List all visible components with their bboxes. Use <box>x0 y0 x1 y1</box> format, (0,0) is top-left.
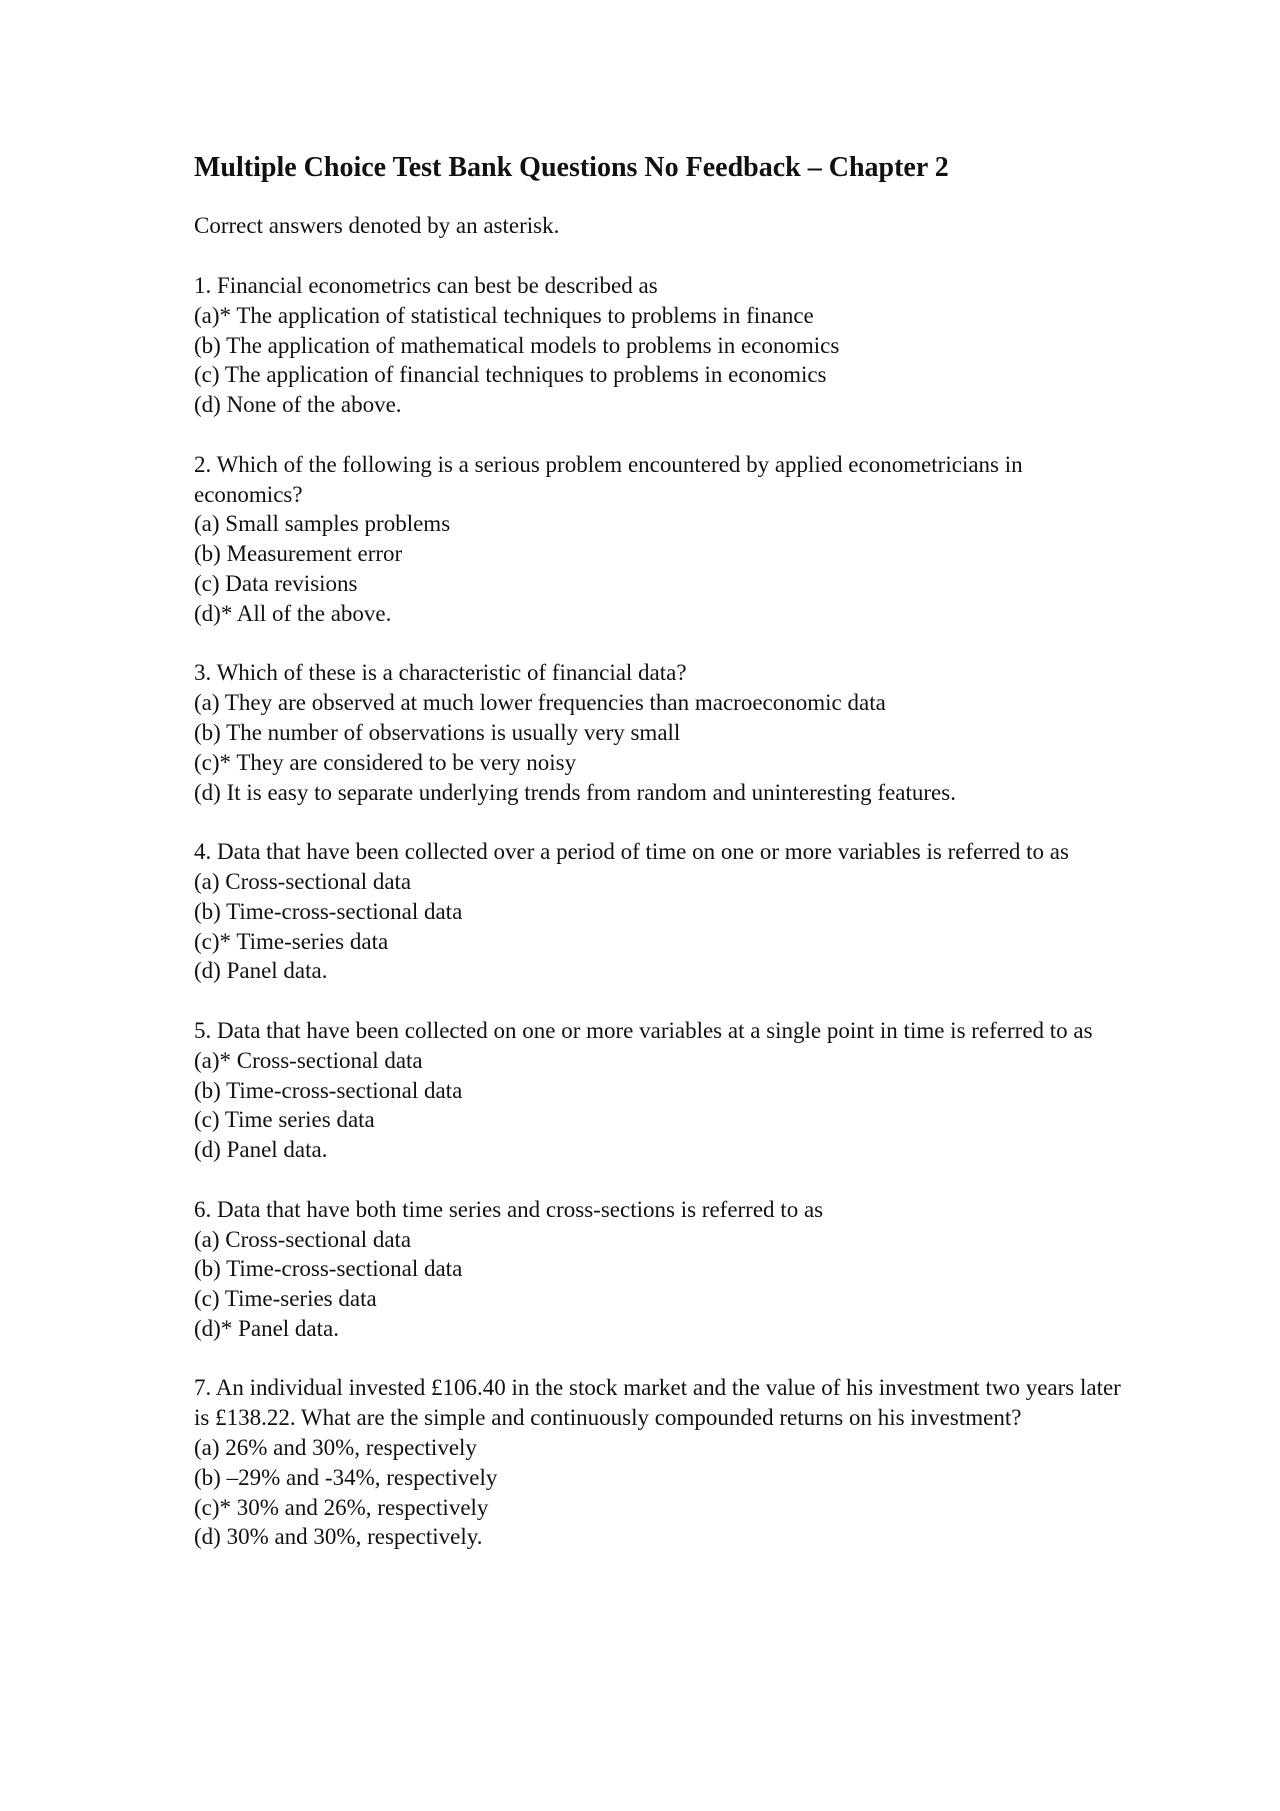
answer-option: (b) The number of observations is usually very small <box>194 719 681 745</box>
question-3 <box>194 658 1124 807</box>
answer-option: (c) Data revisions <box>194 570 358 596</box>
question-stem: 2. Which of the following is a serious problem encountered by applied econometricians in economics? <box>194 451 1023 507</box>
answer-option: (c) Time series data <box>194 1107 375 1133</box>
answer-option: (d)* Panel data. <box>194 1315 339 1341</box>
answer-option: (c)* 30% and 26%, respectively <box>194 1494 489 1520</box>
answer-option: (d) Panel data. <box>194 958 328 984</box>
answer-option: (b) Time-cross-sectional data <box>194 1077 463 1103</box>
answer-option: (a) Cross-sectional data <box>194 1226 412 1252</box>
answer-option: (a)* Cross-sectional data <box>194 1047 423 1073</box>
question-5 <box>194 1016 1124 1165</box>
answer-option: (b) Measurement error <box>194 541 403 567</box>
answer-option: (b) –29% and -34%, respectively <box>194 1464 498 1490</box>
question-4 <box>194 837 1124 986</box>
document-page <box>194 150 1124 1582</box>
answer-option: (d)* All of the above. <box>194 600 392 626</box>
question-7 <box>194 1373 1124 1552</box>
answer-option: (b) Time-cross-sectional data <box>194 898 463 924</box>
question-stem: 5. Data that have been collected on one or more variables at a single point in time is referred to as <box>194 1017 1093 1043</box>
answer-option: (d) It is easy to separate underlying trends from random and uninteresting features. <box>194 779 956 805</box>
question-stem: 6. Data that have both time series and cross-sections is referred to as <box>194 1196 824 1222</box>
answer-option: (b) Time-cross-sectional data <box>194 1256 463 1282</box>
question-stem: 1. Financial econometrics can best be described as <box>194 273 658 298</box>
answer-option: (b) The application of mathematical models to problems in economics <box>194 332 840 358</box>
page-title: Multiple Choice Test Bank Questions No Feedback – Chapter 2 <box>194 152 949 183</box>
answer-option: (a) Small samples problems <box>194 511 451 537</box>
question-stem: 4. Data that have been collected over a period of time on one or more variables is referred to as <box>194 839 1069 865</box>
answer-option: (d) None of the above. <box>194 392 402 418</box>
answer-option: (d) 30% and 30%, respectively. <box>194 1524 483 1550</box>
question-stem: 3. Which of these is a characteristic of financial data? <box>194 660 687 686</box>
intro-text: Correct answers denoted by an asterisk. <box>194 213 560 238</box>
answer-option: (a) They are observed at much lower frequencies than macroeconomic data <box>194 690 886 716</box>
answer-option: (c) The application of financial techniques to problems in economics <box>194 362 827 388</box>
answer-option: (a)* The application of statistical techniques to problems in finance <box>194 302 814 328</box>
answer-option: (a) Cross-sectional data <box>194 868 412 894</box>
answer-option: (a) 26% and 30%, respectively <box>194 1435 477 1461</box>
question-stem: 7. An individual invested £106.40 in the stock market and the value of his investment two years later is £138.22. What are the simple and continuously compounded returns on his investment? <box>194 1375 1121 1431</box>
answer-option: (c) Time-series data <box>194 1286 377 1312</box>
answer-option: (d) Panel data. <box>194 1137 328 1163</box>
answer-option: (c)* Time-series data <box>194 928 389 954</box>
question-2 <box>194 450 1124 629</box>
question-6 <box>194 1195 1124 1344</box>
answer-option: (c)* They are considered to be very noisy <box>194 749 577 775</box>
question-1 <box>194 271 1124 420</box>
